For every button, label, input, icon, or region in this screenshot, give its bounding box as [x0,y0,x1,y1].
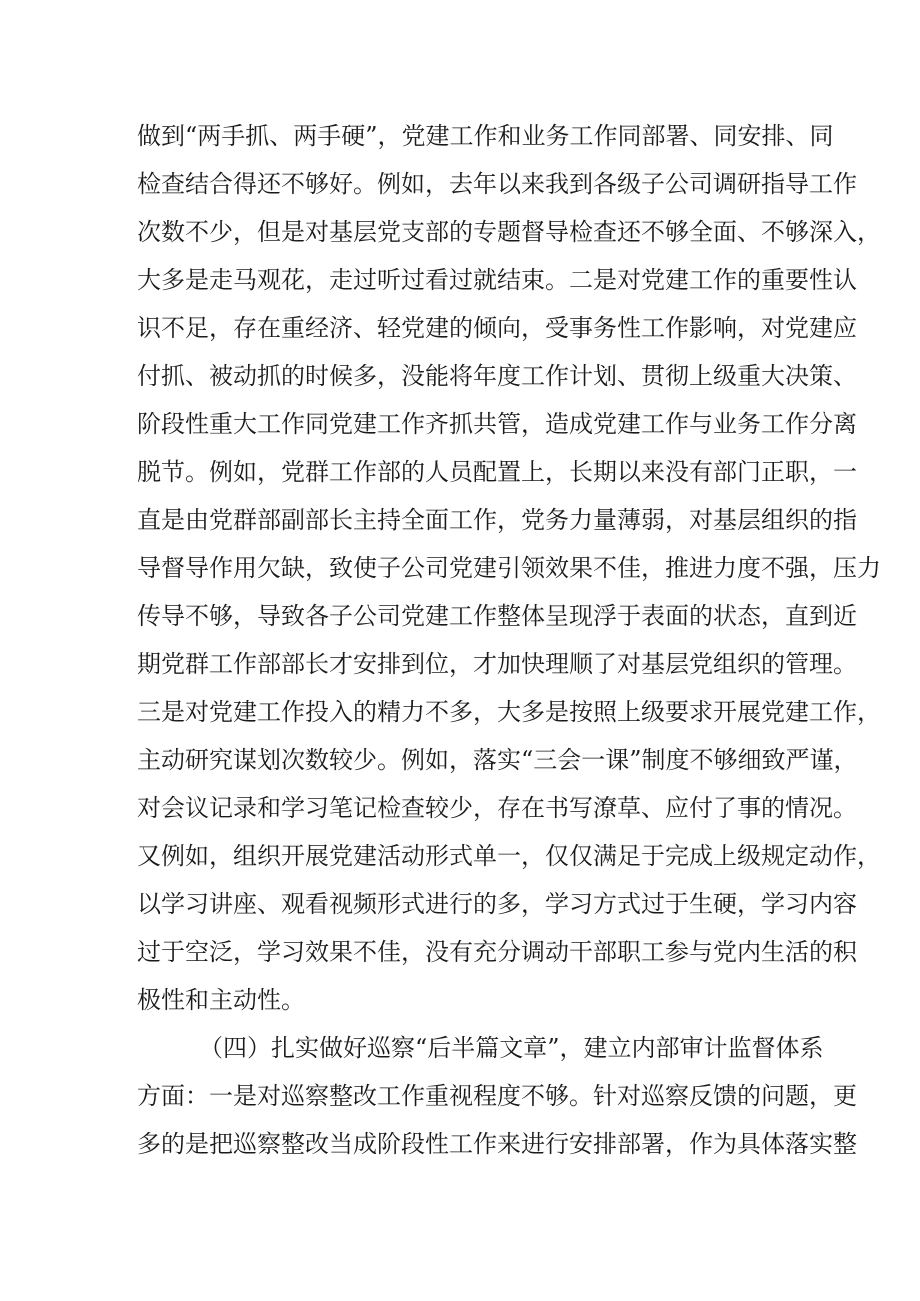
section-heading-line: （四）扎实做好巡察“后半篇文章”，建立内部审计监督体系 [199,1034,824,1062]
text-line: 过于空泛，学习效果不佳，没有充分调动干部职工参与党内生活的积 [137,938,857,966]
paragraph-1 [137,112,881,1024]
text-line: 大多是走马观花，走过听过看过就结束。二是对党建工作的重要性认 [137,266,857,294]
text-line: 识不足，存在重经济、轻党建的倾向，受事务性工作影响，对党建应 [137,314,857,342]
text-line: 付抓、被动抓的时候多，没能将年度工作计划、贯彻上级重大决策、 [137,362,857,390]
paragraph-2 [137,1024,857,1168]
text-line: 方面：一是对巡察整改工作重视程度不够。针对巡察反馈的问题，更 [137,1082,857,1110]
text-line: 极性和主动性。 [137,986,305,1014]
text-line: 导督导作用欠缺，致使子公司党建引领效果不佳，推进力度不强，压力 [137,554,881,582]
text-line: 做到“两手抓、两手硬”，党建工作和业务工作同部署、同安排、同 [137,122,834,150]
text-line: 多的是把巡察整改当成阶段性工作来进行安排部署，作为具体落实整 [137,1130,857,1158]
text-line: 主动研究谋划次数较少。例如，落实“三会一课”制度不够细致严谨， [137,746,858,774]
text-line: 传导不够，导致各子公司党建工作整体呈现浮于表面的状态，直到近 [137,602,857,630]
text-line: 对会议记录和学习笔记检查较少，存在书写潦草、应付了事的情况。 [137,794,857,822]
text-line: 又例如，组织开展党建活动形式单一，仅仅满足于完成上级规定动作， [137,842,881,870]
text-line: 三是对党建工作投入的精力不多，大多是按照上级要求开展党建工作， [137,698,881,726]
text-line: 脱节。例如，党群工作部的人员配置上，长期以来没有部门正职，一 [137,458,857,486]
text-line: 次数不少，但是对基层党支部的专题督导检查还不够全面、不够深入， [137,218,881,246]
text-line: 检查结合得还不够好。例如，去年以来我到各级子公司调研指导工作 [137,170,857,198]
text-line: 以学习讲座、观看视频形式进行的多，学习方式过于生硬，学习内容 [137,890,857,918]
text-line: 直是由党群部副部长主持全面工作，党务力量薄弱，对基层组织的指 [137,506,857,534]
document-body [137,112,881,1168]
text-line: 期党群工作部部长才安排到位，才加快理顺了对基层党组织的管理。 [137,650,857,678]
text-line: 阶段性重大工作同党建工作齐抓共管，造成党建工作与业务工作分离 [137,410,857,438]
